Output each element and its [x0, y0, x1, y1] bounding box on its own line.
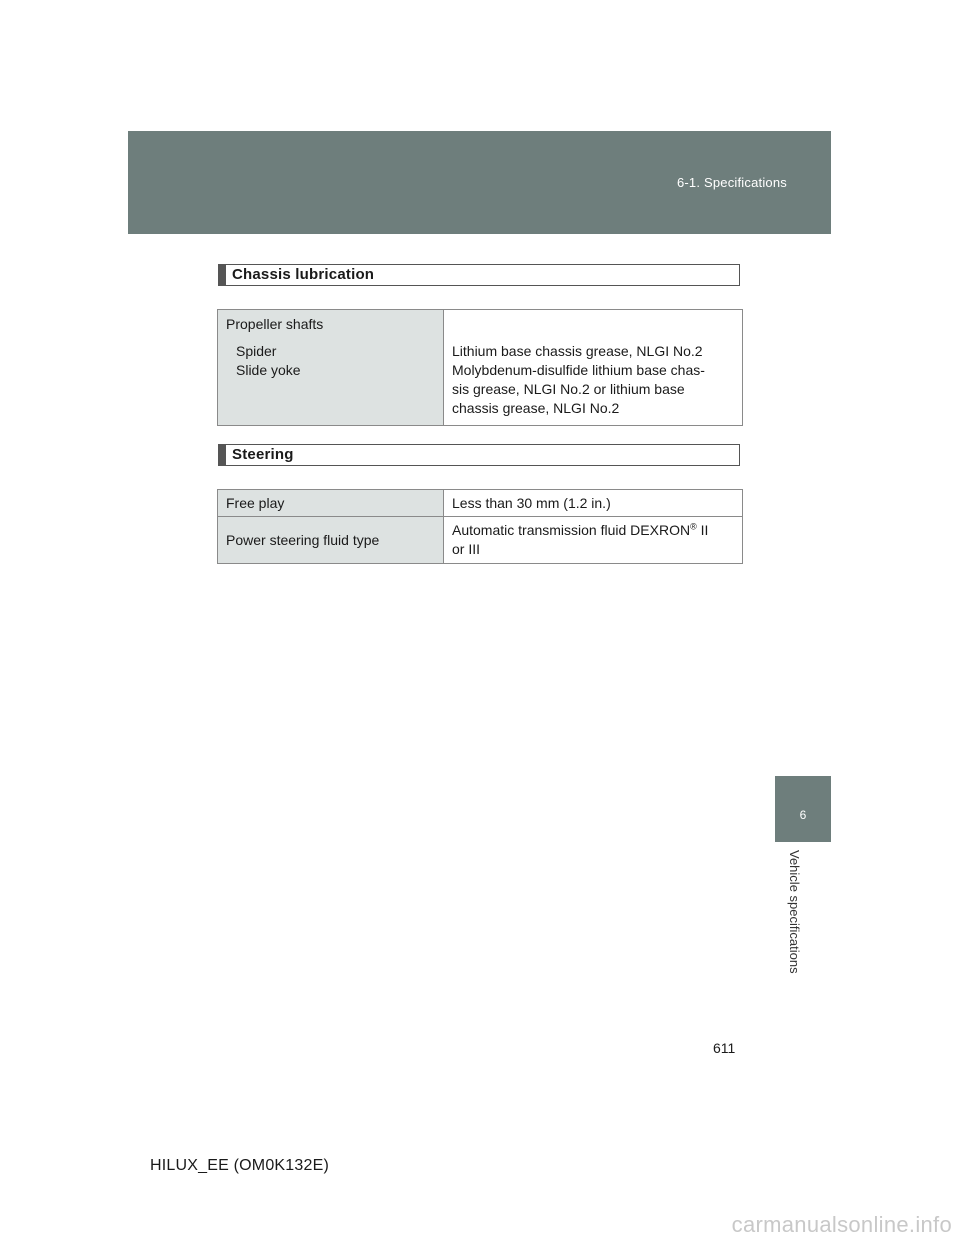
- section-title: 6-1. Specifications: [676, 175, 787, 190]
- slide-yoke-value-line2: sis grease, NLGI No.2 or lithium base: [452, 381, 685, 397]
- page-number: 611: [713, 1040, 736, 1056]
- spider-value: Lithium base chassis grease, NLGI No.2: [452, 343, 703, 359]
- fluid-value-line2: or III: [452, 541, 481, 557]
- slide-yoke-value-line1: Molybdenum-disulfide lithium base chas-: [452, 362, 705, 378]
- heading-bar: [219, 445, 226, 465]
- heading-text: Chassis lubrication: [232, 266, 375, 283]
- power-steering-fluid-label: Power steering fluid type: [218, 517, 444, 564]
- free-play-label: Free play: [218, 490, 444, 517]
- steering-table: [217, 489, 743, 564]
- power-steering-fluid-value: [444, 517, 743, 564]
- fluid-value-rest: II: [696, 522, 709, 538]
- registered-mark: ®: [690, 521, 697, 532]
- free-play-value: Less than 30 mm (1.2 in.): [444, 490, 743, 517]
- table-row: [218, 310, 743, 426]
- propeller-shafts-label-cell: [218, 310, 444, 426]
- spider-label: Spider: [236, 343, 277, 359]
- slide-yoke-value-line3: chassis grease, NLGI No.2: [452, 400, 620, 416]
- chapter-label: Vehicle specifications: [787, 850, 802, 974]
- fluid-value-main: Automatic transmission fluid DEXRON: [452, 522, 691, 538]
- propeller-shafts-value-cell: [444, 310, 743, 426]
- heading-bar: [219, 265, 226, 285]
- watermark: carmanualsonline.info: [731, 1212, 952, 1237]
- chapter-tab: [775, 776, 831, 842]
- propeller-shafts-label: Propeller shafts: [226, 316, 324, 332]
- chapter-number: 6: [799, 808, 807, 822]
- steering-heading: [218, 444, 740, 466]
- heading-text: Steering: [232, 446, 294, 463]
- chassis-lubrication-heading: [218, 264, 740, 286]
- header-band: [128, 131, 831, 234]
- manual-code: HILUX_EE (OM0K132E): [150, 1157, 329, 1174]
- slide-yoke-label: Slide yoke: [236, 362, 301, 378]
- chassis-lubrication-table: [217, 309, 743, 426]
- table-row: [218, 490, 743, 517]
- table-row: [218, 517, 743, 564]
